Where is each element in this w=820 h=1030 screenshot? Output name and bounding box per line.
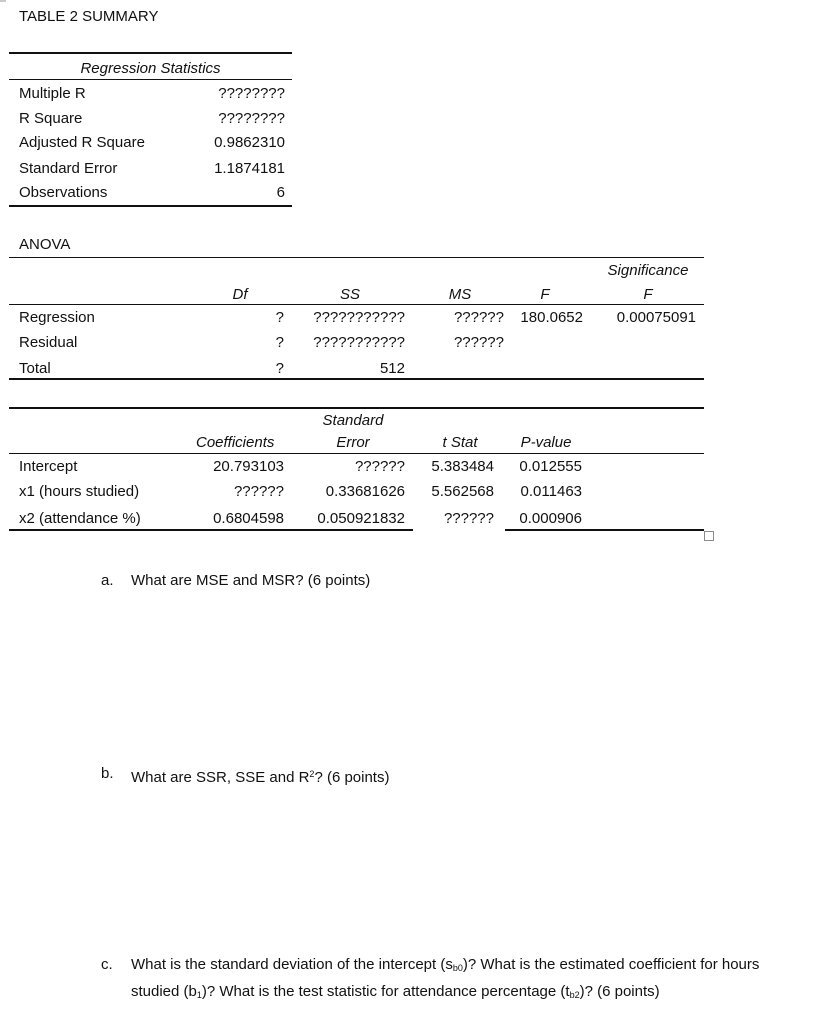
cell-standard-error: ?????? bbox=[354, 458, 405, 475]
cell-t-stat: ?????? bbox=[443, 510, 494, 527]
cell-df: ? bbox=[275, 360, 284, 377]
cell-standard-error: 0.33681626 bbox=[325, 483, 405, 500]
cell-ss: 512 bbox=[379, 360, 405, 377]
header-ss: SS bbox=[339, 286, 360, 303]
row-label: Intercept bbox=[19, 458, 78, 475]
row-label: Total bbox=[19, 360, 51, 377]
anova-heading: ANOVA bbox=[19, 236, 71, 253]
cell-significance: 0.00075091 bbox=[616, 309, 696, 326]
cell-standard-error: 0.050921832 bbox=[317, 510, 405, 527]
table-rule-top bbox=[9, 52, 292, 54]
cell-ss: ??????????? bbox=[313, 309, 405, 326]
cell-f: 180.0652 bbox=[520, 309, 583, 326]
header-p-value: P-value bbox=[520, 434, 572, 451]
row-value: 6 bbox=[276, 184, 285, 201]
header-standard: Standard bbox=[322, 412, 384, 429]
cell-coefficient: 0.6804598 bbox=[213, 510, 284, 527]
regression-statistics-heading: Regression Statistics bbox=[80, 60, 221, 77]
header-f: F bbox=[540, 286, 550, 303]
row-label: Multiple R bbox=[19, 85, 86, 102]
header-coefficients: Coefficients bbox=[196, 434, 275, 451]
row-label: x1 (hours studied) bbox=[19, 483, 140, 500]
header-significance: Significance bbox=[607, 262, 689, 279]
cell-ms: ?????? bbox=[453, 334, 504, 351]
cell-t-stat: 5.562568 bbox=[431, 483, 494, 500]
header-t-stat: t Stat bbox=[442, 434, 478, 451]
row-label: R Square bbox=[19, 110, 83, 127]
header-df: Df bbox=[232, 286, 248, 303]
row-label: x2 (attendance %) bbox=[19, 510, 141, 527]
row-value: 1.1874181 bbox=[214, 160, 285, 177]
question-text: What is the standard deviation of the intercept $(s_{b0})$? What is the estimated coefficient for hours studied $(b_1)$? What is the test statistic for attendance percentage $(t_{b2})$? (6 points) bbox=[131, 956, 760, 1000]
cell-coefficient: ?????? bbox=[233, 483, 284, 500]
table-rule-bottom bbox=[9, 205, 292, 207]
question-text: What are SSR, SSE and $R^2$? (6 points) bbox=[131, 769, 390, 786]
table-resize-handle[interactable] bbox=[704, 531, 714, 541]
header-significance-f: F bbox=[643, 286, 653, 303]
cell-ss: ??????????? bbox=[313, 334, 405, 351]
row-label: Observations bbox=[19, 184, 108, 201]
cell-p-value: 0.011463 bbox=[520, 483, 582, 500]
table-rule-header bbox=[9, 79, 292, 80]
cell-ms: ?????? bbox=[453, 309, 504, 326]
cell-coefficient: 20.793103 bbox=[213, 458, 284, 475]
cell-p-value: 0.012555 bbox=[519, 458, 582, 475]
row-label: Regression bbox=[19, 309, 95, 326]
question-text: What are MSE and MSR? (6 points) bbox=[131, 572, 371, 589]
table-rule-top bbox=[9, 407, 704, 409]
table-rule-header bbox=[9, 304, 704, 305]
table-rule-bottom bbox=[505, 529, 704, 531]
cell-df: ? bbox=[275, 309, 284, 326]
table-rule-bottom bbox=[9, 529, 413, 531]
question-label: a. bbox=[101, 572, 114, 589]
page-corner-mark bbox=[0, 0, 6, 2]
row-label: Adjusted R Square bbox=[19, 134, 145, 151]
page-title: TABLE 2 SUMMARY bbox=[19, 8, 159, 25]
cell-df: ? bbox=[275, 334, 284, 351]
table-rule-header bbox=[9, 453, 704, 454]
question-label: b. bbox=[101, 765, 114, 782]
question-label: c. bbox=[101, 956, 113, 973]
header-ms: MS bbox=[448, 286, 472, 303]
table-rule-top bbox=[9, 257, 704, 258]
cell-p-value: 0.000906 bbox=[519, 510, 582, 527]
row-label: Residual bbox=[19, 334, 78, 351]
row-value: ???????? bbox=[218, 110, 285, 127]
cell-t-stat: 5.383484 bbox=[431, 458, 494, 475]
table-rule-bottom bbox=[9, 378, 704, 380]
header-error: Error bbox=[336, 434, 370, 451]
row-value: ???????? bbox=[218, 85, 285, 102]
row-label: Standard Error bbox=[19, 160, 118, 177]
row-value: 0.9862310 bbox=[214, 134, 285, 151]
